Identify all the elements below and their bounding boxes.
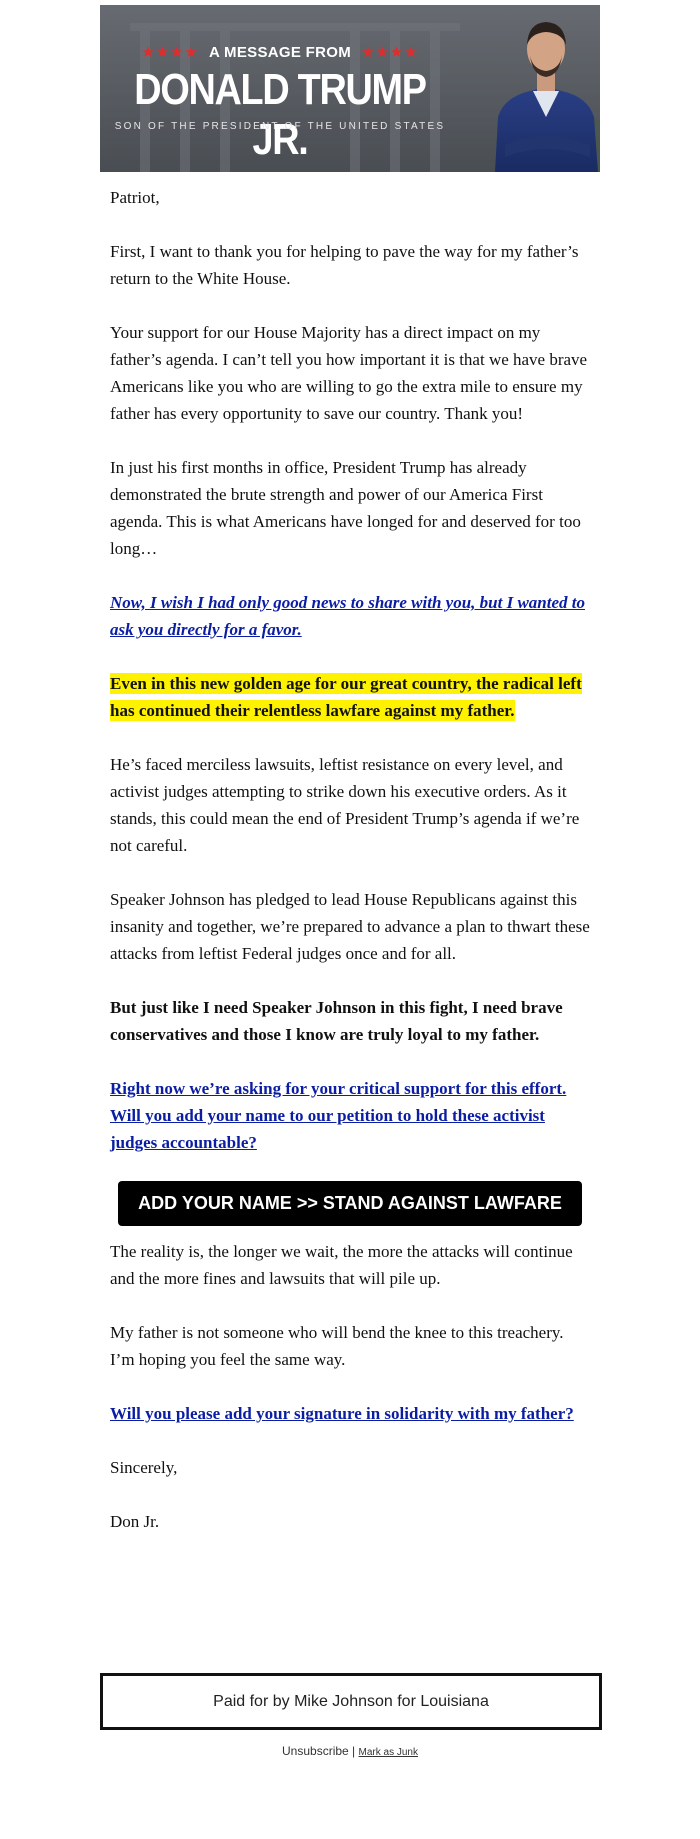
- header-banner: [100, 5, 600, 172]
- banner-from-label: A MESSAGE FROM: [209, 44, 351, 61]
- signature: Don Jr.: [110, 1512, 160, 1531]
- favor-link[interactable]: Now, I wish I had only good news to share with you, but I wanted to ask you directly for a favor.: [110, 593, 586, 639]
- stars-left-icon: ★★★★: [141, 44, 199, 61]
- paragraph-first-months: In just his first months in office, President Trump has already demonstrated the brute strength and power of our America First agenda. This is what Americans have longed for and deserved for too long…: [110, 458, 581, 558]
- paragraph-support: Your support for our House Majority has a direct impact on my father’s agenda. I can’t tell you how important it is that we have brave Americans like you who are willing to go the extra mile to ensure my father has every opportunity to save our country. Thank you!: [110, 323, 588, 423]
- paragraph-favor: [110, 589, 590, 643]
- paragraph-thanks: First, I want to thank you for helping to pave the way for my father’s return to the White House.: [110, 242, 579, 288]
- mark-as-junk-link[interactable]: Mark as Junk: [358, 1747, 418, 1758]
- letter-content: [100, 172, 600, 1535]
- paid-for-box: Paid for by Mike Johnson for Louisiana: [100, 1673, 602, 1730]
- banner-name: DONALD TRUMP JR.: [134, 65, 426, 164]
- unsubscribe-link[interactable]: Unsubscribe: [282, 1744, 349, 1758]
- paragraph-reality: The reality is, the longer we wait, the more the attacks will continue and the more fines and lawsuits that will pile up.: [110, 1242, 573, 1288]
- banner-text: [100, 5, 460, 172]
- closing: Sincerely,: [110, 1458, 178, 1477]
- paragraph-brave-conservatives: But just like I need Speaker Johnson in this fight, I need brave conservatives and those I know are truly loyal to my father.: [110, 998, 563, 1044]
- email-body: [100, 5, 600, 1562]
- banner-message-from: [100, 43, 460, 61]
- banner-subtitle: SON OF THE PRESIDENT OF THE UNITED STATES: [114, 121, 446, 132]
- signature-link[interactable]: Will you please add your signature in solidarity with my father?: [110, 1404, 574, 1423]
- highlighted-text: Even in this new golden age for our great country, the radical left has continued their relentless lawfare against my father.: [110, 674, 582, 720]
- paragraph-highlight: [110, 670, 590, 724]
- greeting: Patriot,: [110, 188, 160, 207]
- petition-link[interactable]: Right now we’re asking for your critical support for this effort. Will you add your name to our petition to hold these activist judges accountable?: [110, 1079, 567, 1152]
- stars-right-icon: ★★★★: [360, 44, 419, 61]
- add-your-name-button[interactable]: ADD YOUR NAME >> STAND AGAINST LAWFARE: [118, 1181, 582, 1226]
- paragraph-bend-knee: My father is not someone who will bend the knee to this treachery. I’m hoping you feel the same way.: [110, 1323, 564, 1369]
- paragraph-speaker: Speaker Johnson has pledged to lead House Republicans against this insanity and together, we’re prepared to advance a plan to thwart these attacks from leftist Federal judges once and for all.: [110, 890, 590, 963]
- paragraph-petition: [110, 1075, 590, 1156]
- unsubscribe-line: [100, 1744, 600, 1758]
- paragraph-lawsuits: He’s faced merciless lawsuits, leftist resistance on every level, and activist judges attempting to strike down his executive orders. As it stands, this could mean the end of President Trump’s agenda if we’re not careful.: [110, 755, 580, 855]
- footer-separator: |: [348, 1744, 359, 1758]
- cta-wrapper: [110, 1181, 590, 1226]
- paragraph-signature-ask: [110, 1400, 590, 1427]
